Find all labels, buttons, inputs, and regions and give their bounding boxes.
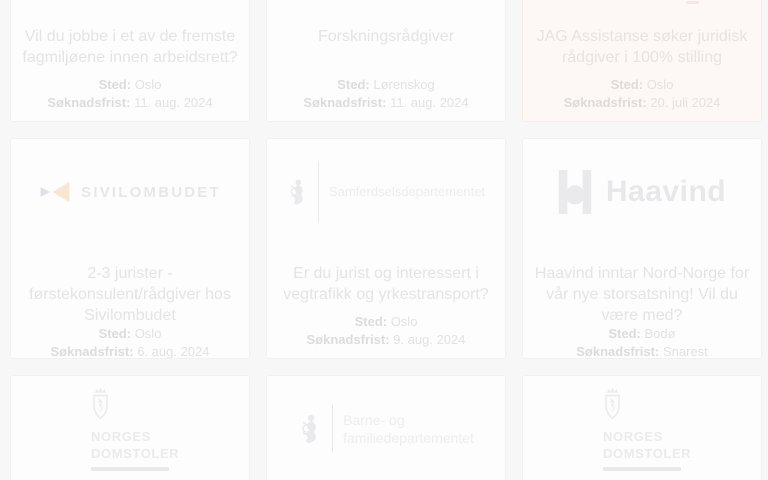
job-card-title: Er du jurist og interessert i vegtrafikk og yrkestransport? bbox=[283, 265, 489, 303]
jag-logo-fragment-icon bbox=[686, 1, 699, 4]
sivilombudet-logo-text: SIVILOMBUDET bbox=[81, 183, 221, 201]
haavind-logo bbox=[523, 139, 761, 245]
department-logo-text: Samferdselsdepartementet bbox=[328, 184, 486, 199]
job-card-title: Haavind inntar Nord-Norge for vår nye storsatsning! Vil du være med? bbox=[534, 265, 750, 324]
job-card-meta bbox=[51, 326, 210, 359]
haavind-monogram-icon bbox=[558, 170, 592, 214]
job-card-meta bbox=[47, 77, 212, 121]
barne-og-familiedepartementet-logo bbox=[267, 376, 505, 480]
job-location-label: Sted: bbox=[354, 314, 388, 329]
job-card[interactable] bbox=[266, 375, 506, 480]
job-card-title: JAG Assistanse søker juridisk rådgiver i 100% stilling bbox=[536, 28, 748, 66]
department-logo-text bbox=[343, 411, 474, 447]
job-card-grid bbox=[10, 0, 762, 480]
job-location-value: Oslo bbox=[646, 77, 674, 92]
job-deadline-value: 9. aug. 2024 bbox=[393, 332, 466, 347]
job-location-value: Oslo bbox=[134, 326, 162, 341]
job-card-title: Vil du jobbe i et av de fremste fagmiljøene innen arbeidsrett? bbox=[22, 28, 238, 66]
department-logo-line2: familiedepartementet bbox=[343, 430, 474, 446]
job-deadline-label: Søknadsfrist: bbox=[306, 332, 390, 347]
job-card-expired[interactable] bbox=[522, 0, 762, 122]
domstoler-logo-bar bbox=[91, 467, 169, 471]
job-location-value: Bodø bbox=[644, 326, 676, 341]
employer-logo-area bbox=[11, 0, 249, 8]
domstoler-crest-icon bbox=[91, 388, 110, 420]
job-card-title: 2-3 jurister - førstekonsulent/rådgiver hos Sivilombudet bbox=[29, 265, 231, 324]
job-card[interactable] bbox=[10, 0, 250, 122]
job-deadline-value: 11. aug. 2024 bbox=[134, 95, 213, 110]
job-deadline-label: Søknadsfrist: bbox=[576, 344, 660, 359]
job-card-meta bbox=[576, 326, 708, 359]
job-card[interactable] bbox=[266, 0, 506, 122]
job-card-meta bbox=[303, 77, 468, 121]
job-location-label: Sted: bbox=[98, 77, 132, 92]
job-deadline-label: Søknadsfrist: bbox=[50, 344, 134, 359]
domstoler-logo-line1: NORGES bbox=[91, 428, 151, 444]
norges-domstoler-logo bbox=[523, 376, 761, 480]
job-card[interactable] bbox=[266, 138, 506, 359]
job-card-meta bbox=[564, 77, 721, 121]
job-deadline-value: 11. aug. 2024 bbox=[390, 95, 469, 110]
domstoler-logo-line2: DOMSTOLER bbox=[91, 445, 180, 461]
department-logo-line1: Barne- og bbox=[343, 412, 405, 428]
job-location-label: Sted: bbox=[98, 326, 132, 341]
logo-divider bbox=[332, 405, 333, 453]
job-card[interactable] bbox=[10, 138, 250, 359]
job-location-label: Sted: bbox=[337, 77, 370, 92]
job-location-label: Sted: bbox=[610, 77, 644, 92]
job-card-meta bbox=[307, 314, 466, 358]
job-location-value: Lørenskog bbox=[373, 77, 435, 92]
employer-logo-area bbox=[267, 0, 505, 8]
govt-lion-emblem-icon bbox=[298, 412, 322, 446]
employer-logo-area bbox=[523, 0, 761, 8]
job-deadline-value: Snarest bbox=[662, 344, 708, 359]
domstoler-logo-line1: NORGES bbox=[603, 428, 663, 444]
job-location-value: Oslo bbox=[390, 314, 418, 329]
job-card-title: Forskningsrådgiver bbox=[317, 28, 455, 45]
job-deadline-label: Søknadsfrist: bbox=[563, 95, 647, 110]
job-location-label: Sted: bbox=[608, 326, 641, 341]
logo-divider bbox=[318, 161, 319, 223]
domstoler-crest-icon bbox=[603, 388, 622, 420]
govt-lion-emblem-icon bbox=[287, 176, 308, 208]
job-card[interactable] bbox=[522, 138, 762, 359]
haavind-logo-text: Haavind bbox=[605, 175, 727, 208]
job-deadline-value: 20. juli 2024 bbox=[650, 95, 721, 110]
samferdselsdepartementet-logo bbox=[267, 139, 505, 245]
job-card[interactable] bbox=[522, 375, 762, 480]
job-card[interactable] bbox=[10, 375, 250, 480]
job-location-value: Oslo bbox=[134, 77, 162, 92]
norges-domstoler-logo bbox=[11, 376, 249, 480]
domstoler-logo-line2: DOMSTOLER bbox=[603, 445, 692, 461]
domstoler-logo-bar bbox=[603, 467, 681, 471]
sivilombudet-arrows-icon bbox=[39, 179, 71, 205]
job-deadline-label: Søknadsfrist: bbox=[303, 95, 387, 110]
job-deadline-value: 6. aug. 2024 bbox=[137, 344, 210, 359]
job-deadline-label: Søknadsfrist: bbox=[47, 95, 131, 110]
sivilombudet-logo bbox=[11, 139, 249, 245]
